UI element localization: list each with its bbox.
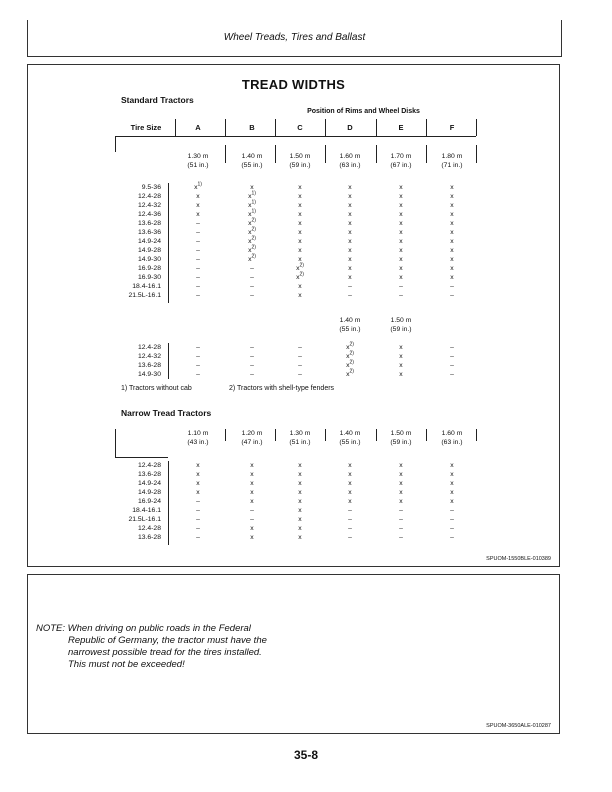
width-inches: (51 in.)	[187, 162, 209, 169]
column-header-e: E	[398, 123, 404, 132]
data-cell: x	[298, 220, 302, 227]
data-cell: x	[250, 534, 254, 541]
width-inches: (59 in.)	[289, 162, 311, 169]
data-cell: –	[196, 516, 200, 523]
note-code: SPUOM-3650ALE-010287	[486, 723, 551, 729]
data-cell: x	[196, 489, 200, 496]
data-cell: x	[298, 211, 302, 218]
data-cell: x	[450, 274, 454, 281]
data-cell: x	[298, 292, 302, 299]
data-cell: x	[399, 202, 403, 209]
data-cell: –	[196, 534, 200, 541]
data-cell: –	[250, 353, 254, 360]
data-cell: –	[450, 525, 454, 532]
data-cell: x	[399, 238, 403, 245]
grid-line	[325, 119, 326, 136]
grid-line	[376, 145, 377, 163]
data-cell: –	[450, 534, 454, 541]
data-cell: –	[196, 247, 200, 254]
data-cell: x	[298, 202, 302, 209]
data-cell: x	[399, 184, 403, 191]
data-cell: –	[450, 371, 454, 378]
grid-line	[175, 119, 176, 136]
data-cell: x	[348, 211, 352, 218]
data-cell: $x^{2)}$	[248, 217, 256, 227]
width-inches: (63 in.)	[339, 162, 361, 169]
data-cell: x	[298, 516, 302, 523]
grid-line	[275, 429, 276, 441]
data-column-c	[277, 183, 323, 300]
data-cell: $x^{2)}$	[346, 368, 354, 378]
grid-line	[225, 145, 226, 163]
data-cell: –	[450, 516, 454, 523]
grid-line	[325, 429, 326, 441]
tire-size: 18.4-16.1	[132, 507, 161, 514]
narrow-data-column-c	[277, 461, 323, 542]
tire-size: 16.9-24	[137, 498, 161, 505]
grid-line	[115, 429, 116, 457]
tire-size: 12.4-28	[137, 344, 161, 351]
data-column-d	[327, 183, 373, 300]
data-cell: $x^{1)}$	[194, 181, 202, 191]
data-cell: $x^{2)}$	[248, 244, 256, 254]
tire-size: 16.9-30	[137, 274, 161, 281]
width-metric: 1.40 m	[339, 430, 361, 437]
data-cell: x	[196, 471, 200, 478]
narrow-data-column-b	[229, 461, 275, 542]
data-cell: x	[450, 498, 454, 505]
tire-size: 16.9-28	[137, 265, 161, 272]
data-cell: x	[348, 471, 352, 478]
standard-heading: Standard Tractors	[121, 95, 194, 105]
footnote-2: 2) Tractors with shell-type fenders	[229, 385, 335, 392]
grid-line	[426, 429, 427, 441]
note-box	[27, 574, 560, 734]
data-cell: x	[450, 247, 454, 254]
data-cell: x	[399, 265, 403, 272]
note-line-1: NOTE: When driving on public roads in the Federal	[36, 623, 251, 634]
data-cell: $x^{2)}$	[346, 350, 354, 360]
width-metric: 1.60 m	[441, 430, 463, 437]
data-cell: x	[250, 489, 254, 496]
data-cell: –	[196, 274, 200, 281]
data-cell: $x^{1)}$	[248, 208, 256, 218]
tire-size: 13.6-28	[137, 362, 161, 369]
data-cell: x	[298, 534, 302, 541]
data-cell: x	[399, 229, 403, 236]
data-cell: –	[196, 525, 200, 532]
grid-line	[225, 119, 226, 136]
grid-line	[376, 429, 377, 441]
data-cell: x	[250, 471, 254, 478]
data-cell: x	[399, 471, 403, 478]
data-cell: x	[196, 211, 200, 218]
tire-size: 14.9-24	[137, 480, 161, 487]
data-cell: –	[250, 516, 254, 523]
data-cell: x	[298, 507, 302, 514]
width-metric: 1.70 m	[390, 153, 412, 160]
tire-size: 12.4-28	[137, 525, 161, 532]
column-header-f: F	[449, 123, 455, 132]
data-cell: –	[196, 265, 200, 272]
data-cell: –	[250, 344, 254, 351]
grid-line	[426, 145, 427, 163]
width-inches: (63 in.)	[441, 439, 463, 446]
data-cell: x	[399, 489, 403, 496]
data-cell: –	[348, 283, 352, 290]
data-cell: x	[298, 489, 302, 496]
data-cell: x	[450, 480, 454, 487]
width-inches: (71 in.)	[441, 162, 463, 169]
data-cell: x	[298, 525, 302, 532]
data-cell: x	[399, 256, 403, 263]
data-cell: $x^{1)}$	[248, 199, 256, 209]
width-metric: 1.10 m	[187, 430, 209, 437]
data-cell: –	[250, 283, 254, 290]
header-divider	[115, 136, 476, 137]
data-cell: x	[250, 498, 254, 505]
data-cell: x	[399, 371, 403, 378]
tire-size-header: Tire Size	[130, 123, 162, 132]
data-cell: –	[196, 353, 200, 360]
data-cell: x	[298, 283, 302, 290]
data-cell: –	[348, 516, 352, 523]
narrow-data-column-f	[429, 461, 475, 542]
narrow-data-column-d	[327, 461, 373, 542]
data-cell: –	[250, 265, 254, 272]
data-cell: x	[450, 265, 454, 272]
grid-line	[225, 429, 226, 441]
note-line-2: Republic of Germany, the tractor must have the	[68, 635, 267, 646]
data-cell: –	[298, 362, 302, 369]
data-cell: –	[298, 353, 302, 360]
tire-size: 9.5-36	[141, 184, 161, 191]
data-cell: x	[348, 229, 352, 236]
column-header-b: B	[249, 123, 255, 132]
data-cell: x	[348, 193, 352, 200]
tire-size: 21.5L-16.1	[128, 516, 161, 523]
data-cell: –	[196, 256, 200, 263]
data-column-f	[429, 183, 475, 300]
data-cell: x	[348, 462, 352, 469]
position-heading: Position of Rims and Wheel Disks	[307, 108, 420, 115]
width-metric: 1.40 m	[241, 153, 263, 160]
tire-size: 14.9-28	[137, 489, 161, 496]
data-cell: x	[298, 462, 302, 469]
data-cell: x	[298, 256, 302, 263]
data-cell: x	[450, 220, 454, 227]
data-cell: –	[250, 507, 254, 514]
width-metric: 1.80 m	[441, 153, 463, 160]
data-cell: x	[399, 220, 403, 227]
data-cell: x	[450, 184, 454, 191]
grid-line	[168, 343, 169, 379]
data-cell: x	[298, 480, 302, 487]
grid-line	[115, 136, 116, 152]
grid-line	[115, 457, 168, 458]
tire-size: 14.9-30	[137, 256, 161, 263]
tire-size: 13.6-28	[137, 471, 161, 478]
data-cell: x	[348, 480, 352, 487]
data-cell: –	[450, 344, 454, 351]
figure-code: SPUOM-1550BLE-010389	[486, 556, 551, 562]
grid-line	[476, 429, 477, 441]
data-cell: x	[298, 229, 302, 236]
standard-tire-column	[123, 183, 161, 300]
data-cell: $x^{1)}$	[248, 190, 256, 200]
data-cell: x	[298, 498, 302, 505]
tire-size: 14.9-28	[137, 247, 161, 254]
tire-size: 13.6-36	[137, 229, 161, 236]
narrow-data-column-e	[378, 461, 424, 542]
width-metric: 1.50 m	[390, 430, 412, 437]
data-cell: $x^{2)}$	[346, 341, 354, 351]
data-cell: x	[348, 247, 352, 254]
data-cell: –	[196, 283, 200, 290]
tread-widths-figure	[27, 64, 560, 567]
data-cell: –	[298, 344, 302, 351]
narrow-data-column-a	[175, 461, 221, 542]
sub-data-column-d	[327, 343, 373, 379]
sub-width-metric: 1.50 m	[390, 317, 412, 324]
sub-data-column-f	[429, 343, 475, 379]
data-cell: –	[399, 283, 403, 290]
width-inches: (43 in.)	[187, 439, 209, 446]
data-cell: $x^{2)}$	[248, 253, 256, 263]
data-cell: x	[348, 256, 352, 263]
data-cell: x	[399, 274, 403, 281]
footnote-1: 1) Tractors without cab	[121, 385, 192, 392]
data-cell: x	[348, 489, 352, 496]
sub-data-column-a	[175, 343, 221, 379]
data-column-e	[378, 183, 424, 300]
sub-width-inches: (55 in.)	[339, 326, 361, 333]
data-cell: –	[348, 534, 352, 541]
data-cell: –	[399, 292, 403, 299]
data-cell: x	[399, 344, 403, 351]
data-cell: –	[450, 507, 454, 514]
sub-data-column-e	[378, 343, 424, 379]
data-cell: $x^{2)}$	[248, 226, 256, 236]
data-cell: x	[196, 202, 200, 209]
data-cell: –	[348, 525, 352, 532]
data-cell: –	[250, 362, 254, 369]
grid-line	[476, 119, 477, 136]
tire-size: 12.4-32	[137, 202, 161, 209]
width-metric: 1.30 m	[289, 430, 311, 437]
width-metric: 1.60 m	[339, 153, 361, 160]
data-cell: x	[399, 247, 403, 254]
data-cell: x	[450, 202, 454, 209]
data-column-a	[175, 183, 221, 300]
sub-data-column-c	[277, 343, 323, 379]
width-metric: 1.30 m	[187, 153, 209, 160]
data-cell: x	[250, 184, 254, 191]
width-inches: (55 in.)	[241, 162, 263, 169]
data-cell: x	[348, 274, 352, 281]
data-cell: –	[399, 516, 403, 523]
grid-line	[275, 119, 276, 136]
width-inches: (59 in.)	[390, 439, 412, 446]
sub-tire-column	[123, 343, 161, 379]
data-cell: –	[250, 371, 254, 378]
data-cell: x	[348, 184, 352, 191]
data-cell: x	[250, 462, 254, 469]
data-cell: x	[450, 229, 454, 236]
sub-data-column-b	[229, 343, 275, 379]
data-cell: –	[196, 229, 200, 236]
tire-size: 21.5L-16.1	[128, 292, 161, 299]
grid-line	[376, 119, 377, 136]
tire-size: 12.4-28	[137, 462, 161, 469]
data-cell: x	[250, 525, 254, 532]
tire-size: 12.4-36	[137, 211, 161, 218]
data-cell: x	[348, 202, 352, 209]
data-cell: x	[450, 489, 454, 496]
grid-line	[275, 145, 276, 163]
data-cell: x	[298, 238, 302, 245]
data-cell: x	[298, 471, 302, 478]
data-cell: x	[450, 193, 454, 200]
data-cell: x	[399, 498, 403, 505]
data-cell: x	[399, 362, 403, 369]
data-cell: –	[399, 534, 403, 541]
data-cell: x	[450, 211, 454, 218]
data-cell: x	[298, 193, 302, 200]
width-metric: 1.50 m	[289, 153, 311, 160]
data-cell: x	[399, 462, 403, 469]
narrow-tire-column	[123, 461, 161, 542]
column-header-a: A	[195, 123, 201, 132]
data-cell: –	[196, 292, 200, 299]
note-line-3: narrowest possible tread for the tires installed.	[68, 647, 262, 658]
data-column-b	[229, 183, 275, 300]
data-cell: $x^{2)}$	[296, 271, 304, 281]
data-cell: –	[250, 292, 254, 299]
data-cell: –	[298, 371, 302, 378]
grid-line	[168, 461, 169, 545]
width-inches: (47 in.)	[241, 439, 263, 446]
data-cell: –	[196, 220, 200, 227]
data-cell: –	[450, 283, 454, 290]
data-cell: –	[399, 525, 403, 532]
data-cell: x	[399, 211, 403, 218]
data-cell: x	[348, 498, 352, 505]
data-cell: x	[348, 265, 352, 272]
data-cell: x	[298, 247, 302, 254]
data-cell: x	[399, 193, 403, 200]
data-cell: x	[399, 480, 403, 487]
sub-width-inches: (59 in.)	[390, 326, 412, 333]
data-cell: –	[250, 274, 254, 281]
grid-line	[476, 145, 477, 163]
data-cell: x	[298, 184, 302, 191]
data-cell: –	[450, 292, 454, 299]
data-cell: –	[196, 507, 200, 514]
narrow-heading: Narrow Tread Tractors	[121, 408, 212, 418]
width-inches: (55 in.)	[339, 439, 361, 446]
grid-line	[168, 183, 169, 303]
data-cell: x	[348, 238, 352, 245]
data-cell: –	[196, 238, 200, 245]
width-inches: (51 in.)	[289, 439, 311, 446]
data-cell: –	[348, 507, 352, 514]
grid-line	[426, 119, 427, 136]
data-cell: x	[196, 462, 200, 469]
width-inches: (67 in.)	[390, 162, 412, 169]
tire-size: 12.4-32	[137, 353, 161, 360]
data-cell: –	[348, 292, 352, 299]
data-cell: x	[348, 220, 352, 227]
tire-size: 12.4-28	[137, 193, 161, 200]
data-cell: x	[196, 193, 200, 200]
header-title: Wheel Treads, Tires and Ballast	[223, 32, 366, 43]
sub-width-metric: 1.40 m	[339, 317, 361, 324]
tire-size: 18.4-16.1	[132, 283, 161, 290]
data-cell: x	[450, 256, 454, 263]
data-cell: x	[450, 462, 454, 469]
width-metric: 1.20 m	[241, 430, 263, 437]
page-number: 35-8	[293, 748, 319, 762]
data-cell: x	[399, 353, 403, 360]
data-cell: –	[196, 344, 200, 351]
data-cell: $x^{2)}$	[248, 235, 256, 245]
data-cell: –	[450, 353, 454, 360]
data-cell: x	[196, 480, 200, 487]
data-cell: x	[450, 238, 454, 245]
tire-size: 13.6-28	[137, 534, 161, 541]
page-header	[27, 20, 562, 57]
grid-line	[325, 145, 326, 163]
column-header-d: D	[347, 123, 353, 132]
data-cell: –	[196, 498, 200, 505]
tire-size: 13.6-28	[137, 220, 161, 227]
data-cell: $x^{2)}$	[296, 262, 304, 272]
tire-size: 14.9-24	[137, 238, 161, 245]
data-cell: $x^{2)}$	[346, 359, 354, 369]
note-line-4: This must not be exceeded!	[68, 659, 185, 670]
data-cell: x	[450, 471, 454, 478]
data-cell: x	[250, 480, 254, 487]
tire-size: 14.9-30	[137, 371, 161, 378]
column-header-c: C	[297, 123, 303, 132]
data-cell: –	[399, 507, 403, 514]
data-cell: –	[196, 371, 200, 378]
data-cell: –	[196, 362, 200, 369]
figure-title: TREAD WIDTHS	[241, 77, 346, 92]
data-cell: –	[450, 362, 454, 369]
